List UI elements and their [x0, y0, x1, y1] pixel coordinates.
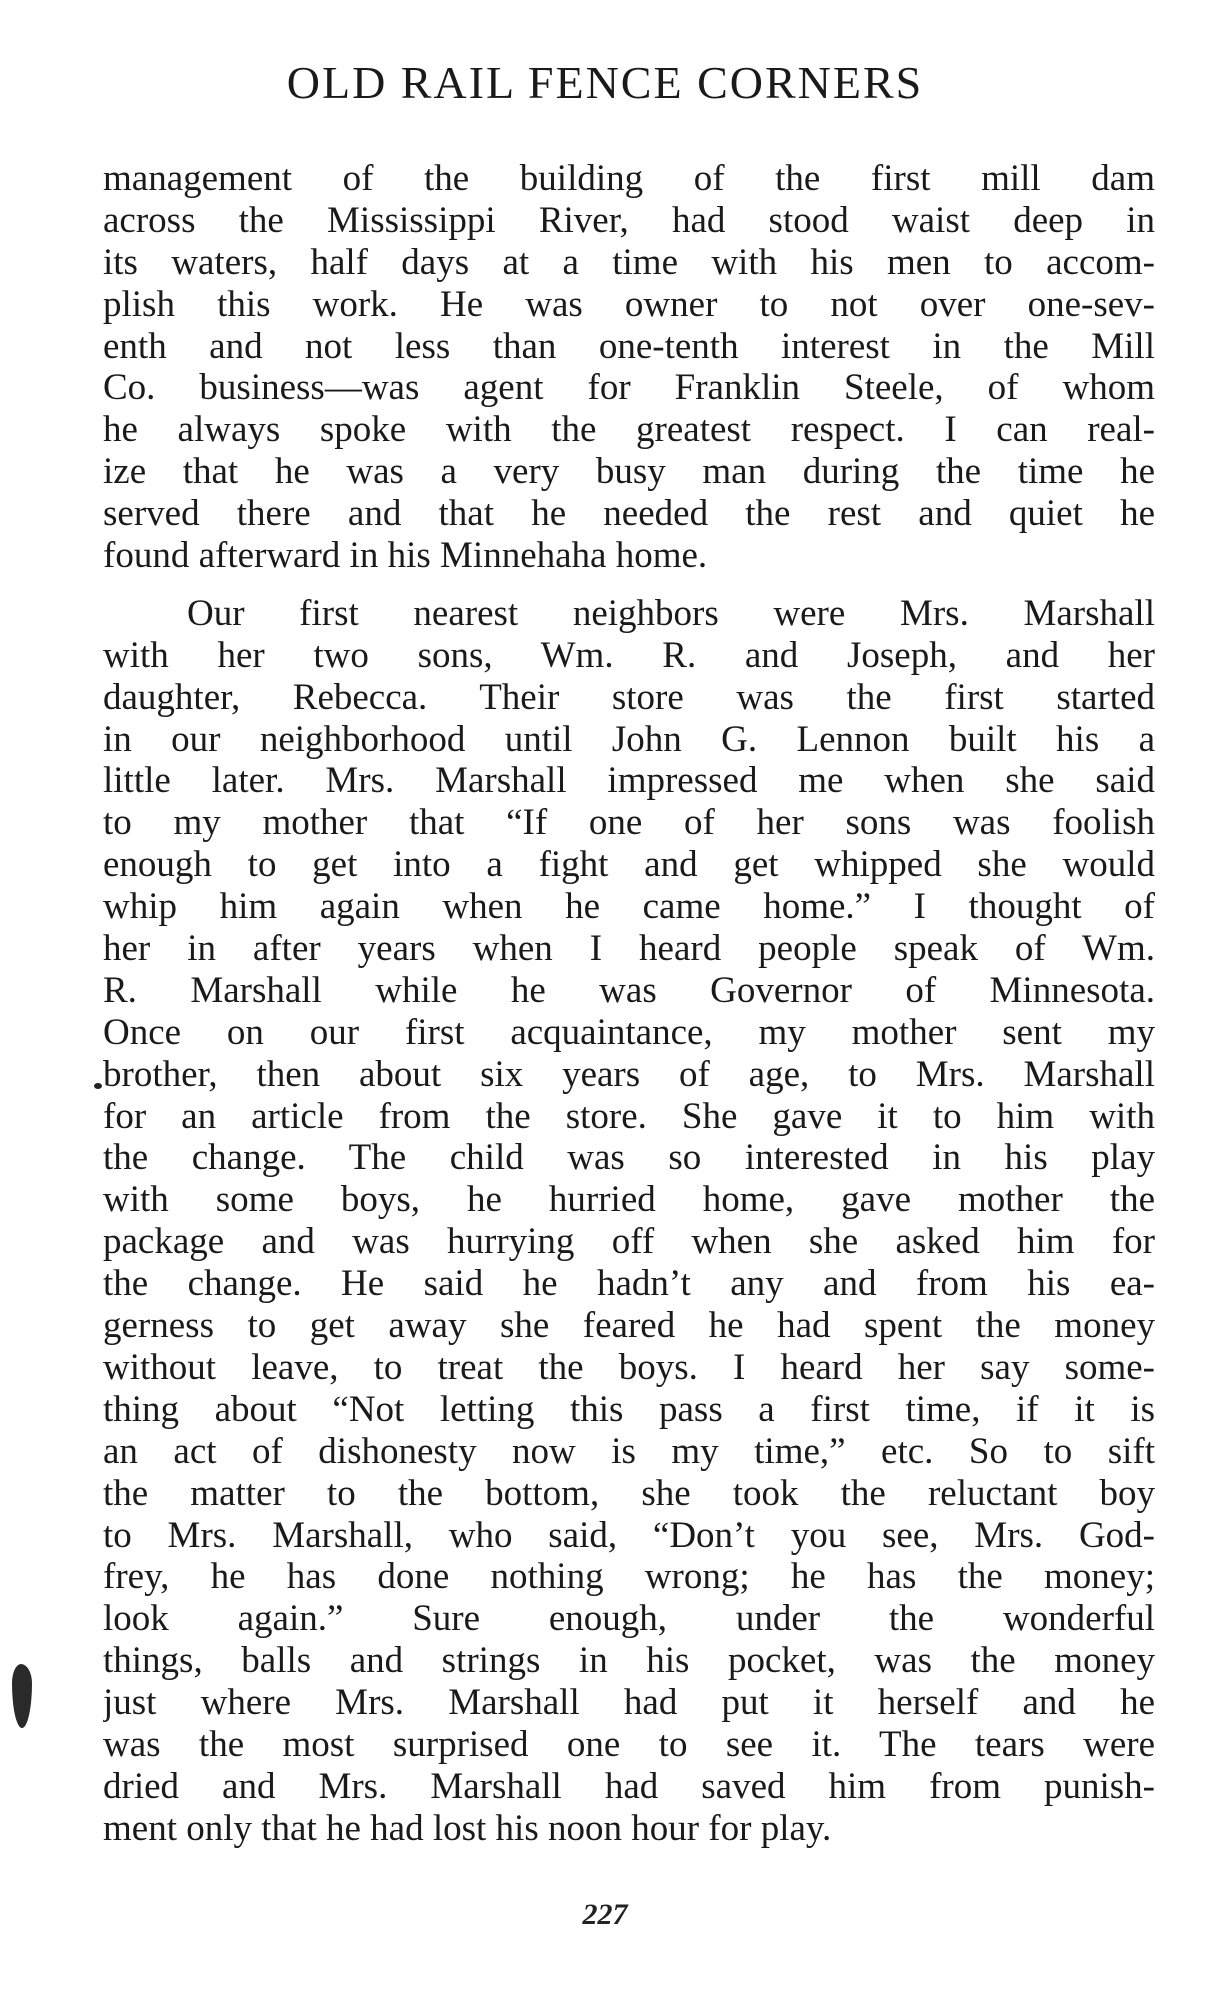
- ink-blot: [12, 1664, 32, 1728]
- paragraph-gap: [103, 577, 1155, 593]
- text-line: daughter, Rebecca. Their store was the first started: [103, 676, 1155, 718]
- text-line: its waters, half days at a time with his men to accom-: [103, 241, 1155, 283]
- text-line: gerness to get away she feared he had spent the money: [103, 1305, 1155, 1347]
- text-line: whip him again when he came home.” I thought of: [103, 886, 1155, 928]
- text-line: an act of dishonesty now is my time,” etc. So to sift: [103, 1430, 1155, 1472]
- text-line: Co. business—was agent for Franklin Steele, of whom: [103, 367, 1155, 409]
- body-text: [103, 158, 1155, 1850]
- page-number: 227: [582, 1898, 628, 1931]
- text-line: the matter to the bottom, she took the reluctant boy: [103, 1472, 1155, 1514]
- text-line: across the Mississippi River, had stood waist deep in: [103, 199, 1155, 241]
- text-line: to Mrs. Marshall, who said, “Don’t you see, Mrs. God-: [103, 1514, 1155, 1556]
- text-line: look again.” Sure enough, under the wonderful: [103, 1598, 1155, 1640]
- text-line: plish this work. He was owner to not over one-sev-: [103, 283, 1155, 325]
- text-line: was the most surprised one to see it. The tears were: [103, 1723, 1155, 1765]
- text-line: with her two sons, Wm. R. and Joseph, and her: [103, 634, 1155, 676]
- text-line: ize that he was a very busy man during the time he: [103, 451, 1155, 493]
- text-line: thing about “Not letting this pass a first time, if it is: [103, 1388, 1155, 1430]
- text-line: without leave, to treat the boys. I heard her say some-: [103, 1346, 1155, 1388]
- text-line: things, balls and strings in his pocket, was the money: [103, 1640, 1155, 1682]
- text-line: just where Mrs. Marshall had put it herself and he: [103, 1682, 1155, 1724]
- text-line: in our neighborhood until John G. Lennon built his a: [103, 718, 1155, 760]
- text-line: the change. He said he hadn’t any and from his ea-: [103, 1263, 1155, 1305]
- text-line: to my mother that “If one of her sons was foolish: [103, 802, 1155, 844]
- text-line: management of the building of the first mill dam: [103, 158, 1155, 199]
- text-line: enth and not less than one-tenth interest in the Mill: [103, 325, 1155, 367]
- text-line: ment only that he had lost his noon hour for play.: [103, 1807, 832, 1849]
- text-line: her in after years when I heard people speak of Wm.: [103, 928, 1155, 970]
- text-line: brother, then about six years of age, to Mrs. Marshall: [103, 1053, 1155, 1095]
- text-line: served there and that he needed the rest and quiet he: [103, 493, 1155, 535]
- text-line: Our first nearest neighbors were Mrs. Marshall: [187, 592, 1155, 634]
- text-line: for an article from the store. She gave it to him with: [103, 1095, 1155, 1137]
- text-line: package and was hurrying off when she asked him for: [103, 1221, 1155, 1263]
- paragraph-1: [103, 158, 1155, 577]
- text-line: the change. The child was so interested in his play: [103, 1137, 1155, 1179]
- text-line: frey, he has done nothing wrong; he has the money;: [103, 1556, 1155, 1598]
- text-line: dried and Mrs. Marshall had saved him from punish-: [103, 1765, 1155, 1807]
- text-line: with some boys, he hurried home, gave mother the: [103, 1179, 1155, 1221]
- text-line: little later. Mrs. Marshall impressed me when she said: [103, 760, 1155, 802]
- text-line: he always spoke with the greatest respect. I can real-: [103, 409, 1155, 451]
- text-line: found afterward in his Minnehaha home.: [103, 535, 708, 577]
- text-line: enough to get into a fight and get whipped she would: [103, 844, 1155, 886]
- running-head: OLD RAIL FENCE CORNERS: [286, 57, 924, 108]
- paragraph-2: [103, 593, 1155, 1850]
- margin-mark: [94, 1083, 102, 1089]
- text-line: R. Marshall while he was Governor of Minnesota.: [103, 969, 1155, 1011]
- text-line: Once on our first acquaintance, my mother sent my: [103, 1011, 1155, 1053]
